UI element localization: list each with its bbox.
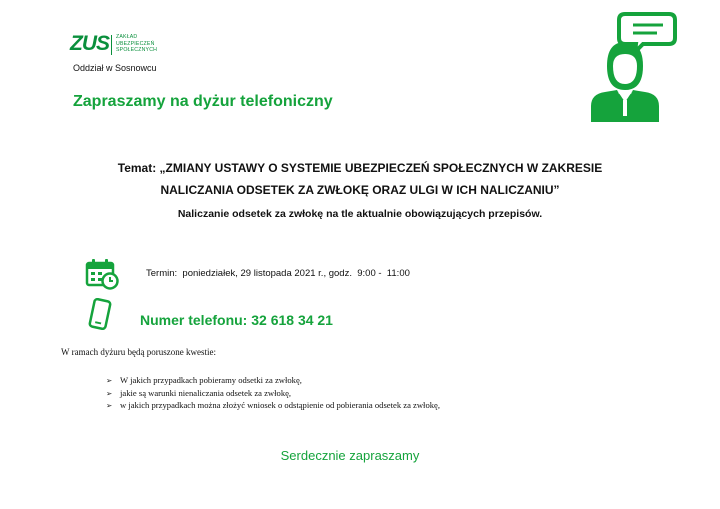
person-speech-bubble-icon: [587, 10, 677, 122]
term: Termin: poniedziałek, 29 listopada 2021 r., godz. 9:00 - 11:00: [146, 268, 410, 279]
logo-mark: ZUS: [70, 32, 109, 55]
phone-number: Numer telefonu: 32 618 34 21: [140, 312, 333, 328]
logo-separator: [111, 35, 112, 55]
calendar-clock-icon: [85, 258, 119, 290]
list-item-text: W jakich przypadkach pobieramy odsetki za zwłokę,: [120, 375, 302, 385]
tablet-phone-icon: [86, 298, 114, 330]
headline: Zapraszamy na dyżur telefoniczny: [73, 93, 333, 110]
subtopic: Naliczanie odsetek za zwłokę na tle aktualnie obowiązujących przepisów.: [177, 208, 543, 220]
zus-logo: [70, 33, 180, 59]
arrow-bullet-icon: ➢: [106, 376, 113, 385]
branch-name: Oddział w Sosnowcu: [73, 63, 157, 73]
logo-name-line: ZAKŁAD: [116, 34, 138, 40]
list-item: [106, 387, 440, 400]
logo-name: [116, 34, 157, 54]
topics-list: [106, 374, 440, 412]
list-item-text: jakie są warunki nienaliczania odsetek za zwłokę,: [120, 387, 292, 398]
topics-intro: W ramach dyżuru będą poruszone kwestie:: [61, 347, 217, 357]
closing-text: Serdecznie zapraszamy: [280, 448, 420, 463]
arrow-bullet-icon: ➢: [106, 388, 113, 398]
topic-line: NALICZANIA ODSETEK ZA ZWŁOKĘ ORAZ ULGI W ICH NALICZANIU”: [160, 183, 560, 197]
list-item-text: w jakich przypadkach można złożyć wniosek o odstąpienie od pobierania odsetek za zwłokę,: [120, 400, 440, 410]
logo-name-line: SPOŁECZNYCH: [116, 47, 158, 54]
list-item: [106, 374, 440, 387]
logo-name-line: UBEZPIECZEŃ: [116, 40, 155, 47]
topic-line: Temat: „ZMIANY USTAWY O SYSTEMIE UBEZPIECZEŃ SPOŁECZNYCH W ZAKRESIE: [117, 161, 603, 175]
topic: [60, 157, 660, 201]
list-item: [106, 399, 440, 412]
arrow-bullet-icon: ➢: [106, 401, 113, 410]
